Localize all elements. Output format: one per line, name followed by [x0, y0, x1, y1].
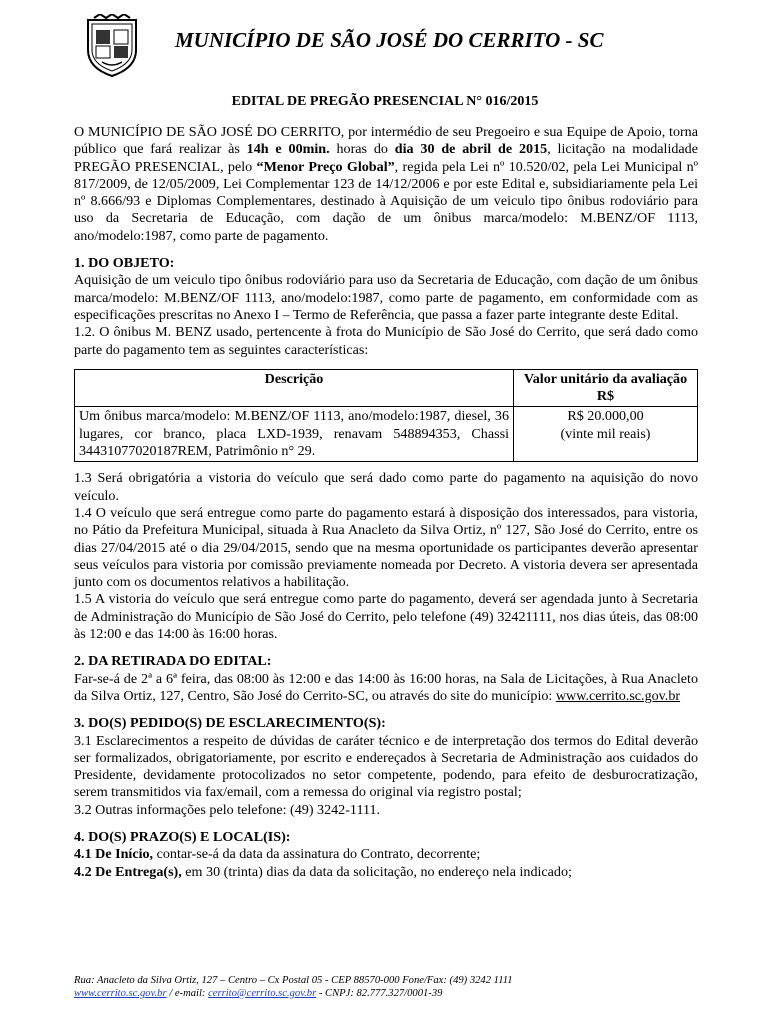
document-body — [74, 124, 698, 881]
intro-paragraph: O MUNICÍPIO DE SÃO JOSÉ DO CERRITO, por intermédio de seu Pregoeiro e sua Equipe de Apoio, torna público que fará realizar às 14h e 00min. horas do dia 30 de abril de 2015, licitação na modalidade PREGÃO PRESENCIAL, pelo “Menor Preço Global”, regida pela Lei nº 10.520/02, pela Lei Municipal nº 817/2009, de 12/05/2009, Lei Complementar 123 de 14/12/2006 e por este Edital e, subsidiariamente pela Lei nº 8.666/93 e Diplomas Complementares, destinado à Aquisição de um veiculo tipo ônibus rodoviário para uso da Secretaria de Educação, com dação de um ônibus marca/modelo: M.BENZ/OF 1113, ano/modelo:1987, como parte de pagamento. — [74, 124, 698, 244]
table-header-description: Descrição — [75, 369, 514, 407]
section-3-2-paragraph: 3.2 Outras informações pelo telefone: (49) 3242-1111. — [74, 801, 381, 818]
section-4-2-paragraph: 4.2 De Entrega(s), em 30 (trinta) dias da data da solicitação, no endereço nela indicado; — [74, 863, 572, 880]
section-4-heading: 4. DO(S) PRAZO(S) E LOCAL(IS): — [74, 828, 291, 845]
table-header-row — [75, 369, 698, 407]
section-1-2-paragraph: 1.2. O ônibus M. BENZ usado, pertencente à frota do Município de São José do Cerrito, que será dado como parte do pagamento tem as seguintes características: — [74, 324, 698, 358]
table-cell-description: Um ônibus marca/modelo: M.BENZ/OF 1113, ano/modelo:1987, diesel, 36 lugares, cor branco, placa LXD-1939, renavam 548894353, Chassi 34431077020187REM, Patrimônio n° 29. — [75, 407, 514, 462]
vehicle-valuation-table — [74, 369, 698, 462]
table-cell-value: R$ 20.000,00 (vinte mil reais) — [514, 407, 698, 462]
section-1-4-paragraph: 1.4 O veículo que será entregue como parte do pagamento estará à disposição dos interessados, para vistoria, no Pátio da Prefeitura Municipal, situada à Rua Anacleto da Silva Ortiz, nº 127, São José do Cerrito, entre os dias 27/04/2015 até o dia 29/04/2015, sendo que na mesma oportunidade os participantes deverão apresentar seus veículos para vistoria por comissão previamente nomeada por Decreto. A vistoria devera ser apresentada junto com os documentos relativos a habilitação. — [74, 504, 698, 591]
section-1-paragraph: Aquisição de um veiculo tipo ônibus rodoviário para uso da Secretaria de Educação, com dação de um ônibus marca/modelo: M.BENZ/OF 1113, ano/modelo:1987, como parte de pagamento, em conformidade com as especificações prescritas no Anexo I – Termo de Referência, que passa a fazer parte integrante deste Edital. — [74, 272, 698, 323]
section-4-1-paragraph: 4.1 De Início, contar-se-á da data da assinatura do Contrato, decorrente; — [74, 846, 481, 863]
footer-address: Rua: Anacleto da Silva Ortiz, 127 – Centro – Cx Postal 05 - CEP 88570-000 Fone/Fax: (49) 3242 1111 — [74, 975, 513, 986]
table-header-value: Valor unitário da avaliação R$ — [514, 369, 698, 407]
section-2-heading: 2. DA RETIRADA DO EDITAL: — [74, 653, 272, 670]
section-1-heading: 1. DO OBJETO: — [74, 255, 175, 272]
section-1-3-paragraph: 1.3 Será obrigatória a vistoria do veículo que será dado como parte do pagamento na aquisição do novo veículo. — [74, 470, 698, 504]
footer-email-link[interactable]: cerrito@cerrito.sc.gov.br — [208, 988, 317, 999]
municipal-crest-icon — [80, 14, 144, 78]
municipality-website-link[interactable]: www.cerrito.sc.gov.br — [555, 687, 681, 704]
section-3-heading: 3. DO(S) PEDIDO(S) DE ESCLARECIMENTO(S): — [74, 715, 386, 732]
document-title: EDITAL DE PREGÃO PRESENCIAL N° 016/2015 — [231, 94, 539, 109]
footer-contacts: www.cerrito.sc.gov.br / e-mail: cerrito@cerrito.sc.gov.br - CNPJ: 82.777.327/0001-39 — [74, 988, 443, 999]
section-3-1-paragraph: 3.1 Esclarecimentos a respeito de dúvidas de caráter técnico e de interpretação dos termos do Edital deverão ser formalizados, obrigatoriamente, por escrito e endereçados à Secretaria de Administração aos cuidados do Presidente, devidamente protocolizados no setor competente, podendo, para efeito de desburocratização, serem transmitidos via fax/email, com a remessa do original via registro postal; — [74, 732, 698, 801]
page-header-title: MUNICÍPIO DE SÃO JOSÉ DO CERRITO - SC — [175, 28, 604, 52]
section-1-5-paragraph: 1.5 A vistoria do veículo que será entregue como parte do pagamento, deverá ser agendada junto à Secretaria de Administração do Município de São José do Cerrito, pelo telefone (49) 32421111, nos dias úteis, das 08:00 às 12:00 e das 14:00 às 16:00 horas. — [74, 591, 698, 643]
footer-website-link[interactable]: www.cerrito.sc.gov.br — [74, 988, 167, 999]
page-footer — [74, 974, 513, 1000]
section-2-paragraph: Far-se-á de 2ª a 6ª feira, das 08:00 às 12:00 e das 14:00 às 16:00 horas, na Sala de Licitações, à Rua Anacleto da Silva Ortiz, 127, Centro, São José do Cerrito-SC, ou através do site do município: www.cerrito.sc.gov.br — [74, 670, 698, 704]
table-row — [75, 407, 698, 462]
